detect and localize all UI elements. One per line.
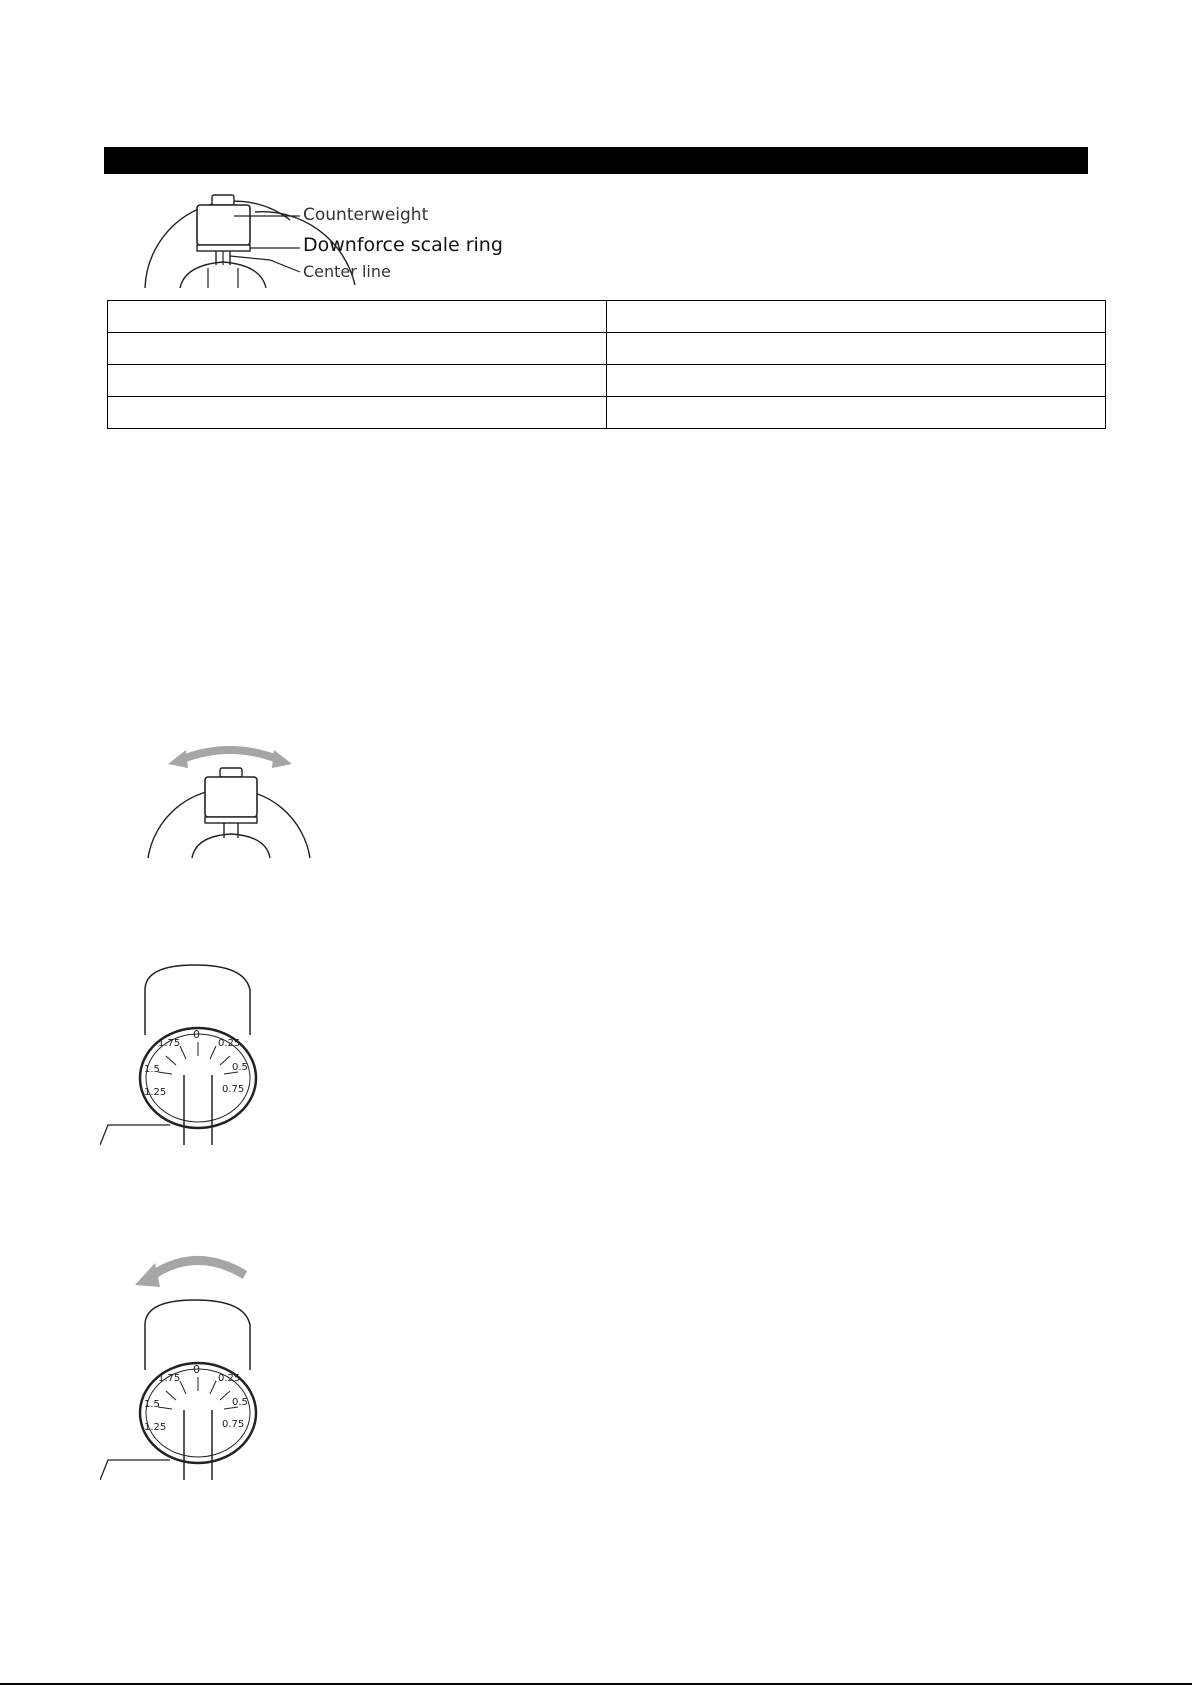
table-row — [108, 365, 1106, 397]
spec-table — [107, 300, 1106, 429]
table-cell — [108, 333, 607, 365]
table-cell — [607, 365, 1106, 397]
dial-label-1-25: 1.25 — [144, 1087, 167, 1098]
table-cell — [607, 397, 1106, 429]
rotate-counterweight-figure — [140, 730, 320, 860]
dial-label-1-25: 1.25 — [144, 1422, 167, 1433]
dial-label-0: 0 — [193, 1028, 200, 1041]
downforce-dial-turn-figure — [100, 1245, 270, 1485]
center-line-label: Center line — [303, 262, 391, 281]
section-header-bar — [104, 147, 1088, 174]
table-cell — [108, 365, 607, 397]
dial-label-1-75: 1.75 — [158, 1038, 181, 1049]
dial-label-0-5: 0.5 — [232, 1397, 248, 1408]
dial-label-0-25: 0.25 — [218, 1373, 241, 1384]
table-cell — [607, 301, 1106, 333]
counterweight-label: Counterweight — [303, 205, 429, 225]
dial-label-1-5: 1.5 — [144, 1064, 160, 1075]
table-cell — [108, 301, 607, 333]
table-row — [108, 301, 1106, 333]
table-cell — [108, 397, 607, 429]
dial-label-1-5: 1.5 — [144, 1399, 160, 1410]
dial-label-0-25: 0.25 — [218, 1038, 241, 1049]
dial-label-1-75: 1.75 — [158, 1373, 181, 1384]
downforce-scale-ring-label: Downforce scale ring — [303, 234, 503, 256]
dial-label-0-75: 0.75 — [222, 1419, 245, 1430]
dial-label-0-5: 0.5 — [232, 1062, 248, 1073]
counterclockwise-arrow-icon — [135, 1260, 245, 1287]
table-cell — [607, 333, 1106, 365]
table-row — [108, 397, 1106, 429]
dial-label-0-75: 0.75 — [222, 1084, 245, 1095]
table-row — [108, 333, 1106, 365]
double-headed-curved-arrow-icon — [168, 750, 292, 768]
dial-label-0: 0 — [193, 1363, 200, 1376]
downforce-dial-figure — [100, 960, 270, 1150]
